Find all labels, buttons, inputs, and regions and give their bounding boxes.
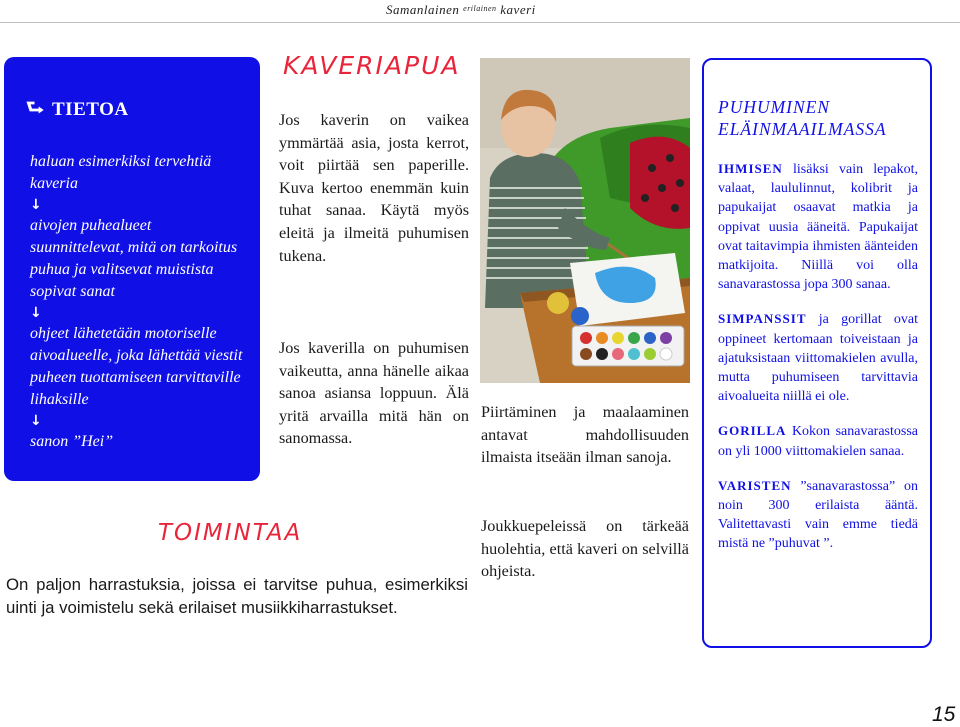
puhuminen-keyword-2: SIMPANSSIT <box>718 311 807 327</box>
down-arrow-icon: ↓ <box>30 413 42 429</box>
toimintaa-heading: TOIMINTAA <box>158 520 303 546</box>
running-header <box>386 2 536 18</box>
kaveriapua-paragraph-2: Jos kaverilla on puhumisen vaikeutta, anna hänelle aikaa sanoa asiansa loppuun. Älä yritä arvailla mitä hän on sanomassa. <box>279 339 469 448</box>
puhuminen-item-3 <box>718 421 918 460</box>
tieto-header <box>26 93 246 127</box>
kaveriapua-paragraph-1: Jos kaverin on vaikea ymmärtää asia, josta kerrot, voit piirtää sen paperille. Kuva kertoo enemmän kuin tuhat sanaa. Käytä myös eleitä ja ilmeitä puhumisen tukena. <box>279 111 469 265</box>
toimintaa-text: On paljon harrastuksia, joissa ei tarvitse puhua, esimerkiksi uinti ja voimistelu sekä erilaiset musiikkiharrastukset. <box>6 575 468 617</box>
tieto-title: TIETOA <box>52 99 129 120</box>
header-part3: kaveri <box>500 2 536 17</box>
puhuminen-text-1: lisäksi vain lepakot, valaat, laululinnut, kolibrit ja papukaijat osaavat matkia ja oppivat uusia ääneitä. Papukaijat ovat taitavimpia ihmisten äänteiden matkijoita. Niillä voi olla sanavarastossa jopa 300 sanaa. <box>718 162 918 293</box>
tieto-step-2: aivojen puhealueet suunnittelevat, mitä on tarkoitus puhua ja valitsevat muistista sopivat sanat <box>30 217 238 300</box>
puhuminen-keyword-4: VARISTEN <box>718 477 792 493</box>
kaveriapua-heading: KAVERIAPUA <box>283 51 461 80</box>
header-part2: erilainen <box>463 4 497 13</box>
page-number: 15 <box>932 703 956 726</box>
tieto-step-1: haluan esimerkiksi tervehtiä kaveria <box>30 153 212 192</box>
curved-arrow-icon: ⮑ <box>26 95 44 119</box>
tieto-step-4: sanon ”Hei” <box>30 433 114 450</box>
puhuminen-text-4: ”sanavarastossa” on noin 300 erilaista ääntä. Valitettavasti vain emme tiedä mistä ne ”puhuvat ”. <box>718 478 918 552</box>
puhuminen-keyword-1: IHMISEN <box>718 161 783 176</box>
puhuminen-text-2: ja gorillat ovat oppineet kertomaan toiveistaan ja ajatuksistaan viittomakielen avulla, mutta puhumiseen tarvittavia aivoalueita niillä ei ole. <box>718 312 918 405</box>
puhuminen-item-2 <box>718 309 918 406</box>
puhuminen-keyword-3: GORILLA <box>718 423 787 439</box>
down-arrow-icon: ↓ <box>30 197 42 213</box>
header-rule <box>0 22 960 23</box>
down-arrow-icon: ↓ <box>30 305 42 321</box>
middle-paragraph-1: Piirtäminen ja maalaaminen antavat mahdollisuuden ilmaista itseään ilman sanoja. <box>481 403 689 467</box>
middle-paragraph-2: Joukkuepeleissä on tärkeää huolehtia, että kaveri on selvillä ohjeista. <box>481 517 689 581</box>
puhuminen-title: PUHUMINEN ELÄINMAAILMASSA <box>718 97 887 139</box>
puhuminen-item-4 <box>718 476 918 554</box>
photo-illustration <box>480 58 690 383</box>
puhuminen-box <box>702 58 932 648</box>
tieto-box <box>4 57 260 481</box>
tieto-step-3: ohjeet lähetetään motoriselle aivoalueelle, joka lähettää viestit puheen tuottamiseen tarvittaville lihaksille <box>30 325 243 408</box>
puhuminen-text-3: Kokon sanavarastossa on yli 1000 viittomakielen sanaa. <box>718 424 918 459</box>
header-part1: Samanlainen <box>386 2 460 17</box>
boy-painting-photo <box>480 58 690 383</box>
puhuminen-item-1 <box>718 159 918 294</box>
